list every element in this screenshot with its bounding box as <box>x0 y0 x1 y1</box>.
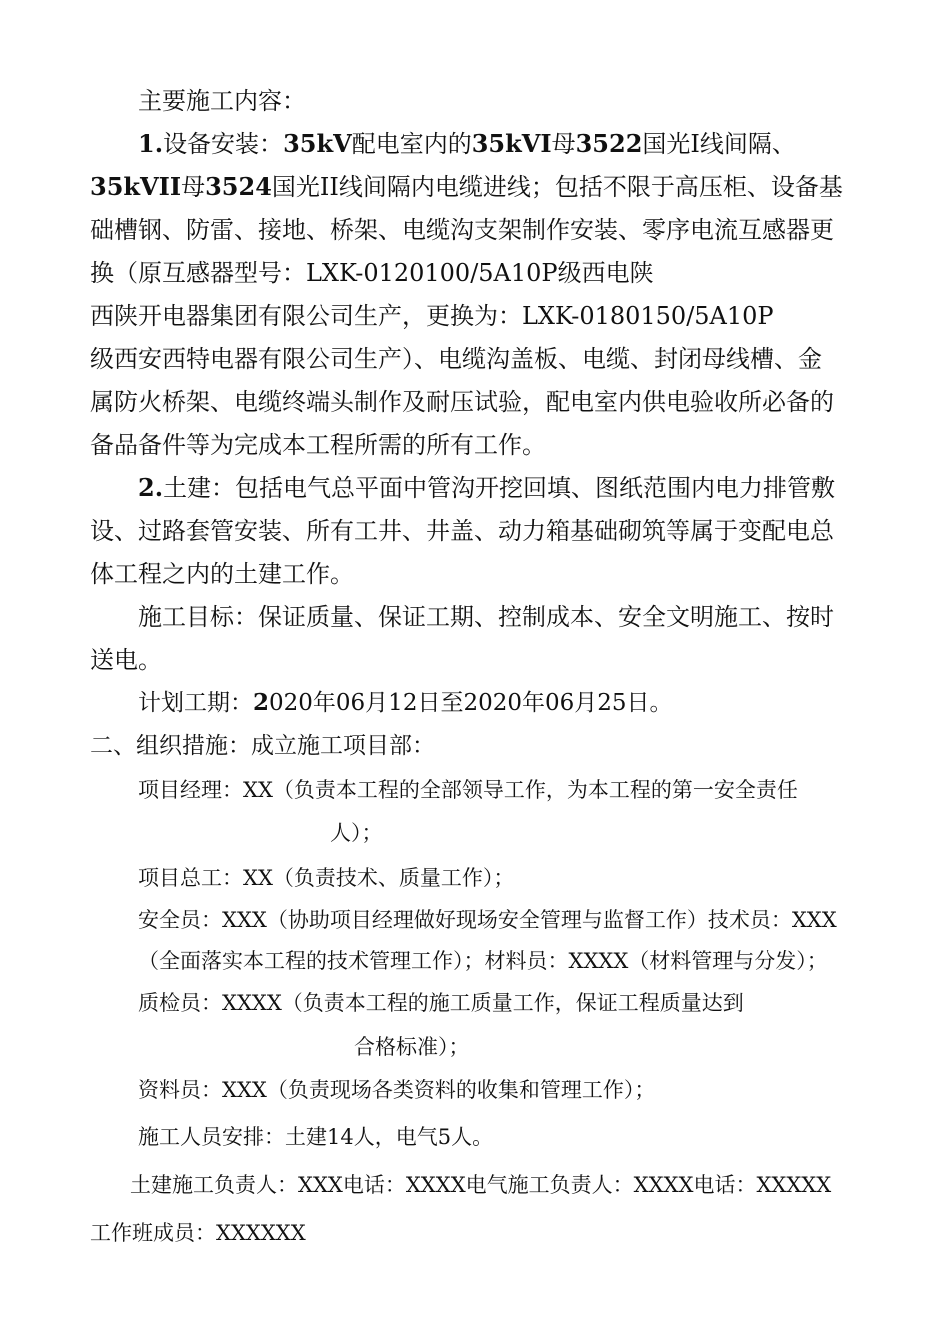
item1-line5: 西陕开电器集团有限公司生产，更换为：LXK-0180150/5A10P <box>90 302 774 330</box>
section2-heading: 二、组织措施：成立施工项目部： <box>90 733 435 759</box>
item2-line3: 体工程之内的土建工作。 <box>90 560 354 588</box>
item2-text: 土建：包括电气总平面中管沟开挖回填、图纸范围内电力排管敷 <box>163 474 836 502</box>
schedule-label: 计划工期： <box>138 690 253 716</box>
item1-text-l2b: 母 <box>181 173 206 201</box>
pm-line1: 项目经理：XX（负责本工程的全部领导工作，为本工程的第一安全责任 <box>138 778 798 802</box>
item1-line7: 属防火桥架、电缆终端头制作及耐压试验，配电室内供电验收所必备的 <box>90 388 834 416</box>
item1-bus-1: 35kVI <box>471 129 552 158</box>
item2-number: 2. <box>138 473 164 502</box>
item1-bay-3522: 3522 <box>575 129 643 158</box>
item1-line1 <box>138 129 796 159</box>
item1-number: 1. <box>138 129 164 158</box>
intro-title: 主要施工内容： <box>138 87 306 115</box>
item1-text-g: 国光Ⅰ线间隔、 <box>642 130 796 158</box>
item2-line2: 设、过路套管安装、所有工井、井盖、动力箱基础砌筑等属于变配电总 <box>90 517 834 545</box>
safety-line2: （全面落实本工程的技术管理工作）；材料员：XXXX（材料管理与分发）； <box>138 949 828 973</box>
item1-text-e: 母 <box>551 130 576 158</box>
goal-line1: 施工目标：保证质量、保证工期、控制成本、安全文明施工、按时 <box>138 603 834 631</box>
team-line: 工作班成员：XXXXXX <box>90 1221 306 1245</box>
goal-line2: 送电。 <box>90 646 162 674</box>
item1-voltage: 35kV <box>283 129 352 158</box>
item1-text-a: 设备安装： <box>163 130 284 158</box>
schedule-line <box>138 688 673 718</box>
chief-engineer-line: 项目总工：XX（负责技术、质量工作）； <box>138 866 515 890</box>
item1-bus-2: 35kVII <box>90 172 182 201</box>
item2-line1 <box>138 473 835 503</box>
schedule-dates: 020年06月12日至2020年06月25日。 <box>269 690 673 716</box>
item1-line2 <box>90 172 843 202</box>
item1-text-l2d: 国光II线间隔内电缆进线；包括不限于高压柜、设备基 <box>271 173 843 201</box>
pm-line2: 人）； <box>330 821 383 845</box>
safety-line1: 安全员：XXX（协助项目经理做好现场安全管理与监督工作）技术员：XXX <box>138 908 837 932</box>
item1-line4: 换（原互感器型号：LXK-0120100/5A10P级西电陕 <box>90 259 654 287</box>
leads-line: 土建施工负责人：XXX电话：XXXX电气施工负责人：XXXX电话：XXXXX <box>130 1173 832 1197</box>
item1-line6: 级西安西特电器有限公司生产）、电缆沟盖板、电缆、封闭母线槽、金 <box>90 345 822 373</box>
qc-line1: 质检员：XXXX（负责本工程的施工质量工作，保证工程质量达到 <box>138 991 744 1015</box>
item1-line3: 础槽钢、防雷、接地、桥架、电缆沟支架制作安装、零序电流互感器更 <box>90 216 834 244</box>
item1-bay-3524: 3524 <box>205 172 272 201</box>
schedule-first-digit: 2 <box>253 689 270 716</box>
docs-line: 资料员：XXX（负责现场各类资料的收集和管理工作）； <box>138 1078 656 1102</box>
item1-line8: 备品备件等为完成本工程所需的所有工作。 <box>90 431 546 459</box>
qc-line2: 合格标准）； <box>354 1035 470 1059</box>
workers-line: 施工人员安排：土建14人，电气5人。 <box>138 1125 494 1149</box>
item1-text-c: 配电室内的 <box>351 130 472 158</box>
